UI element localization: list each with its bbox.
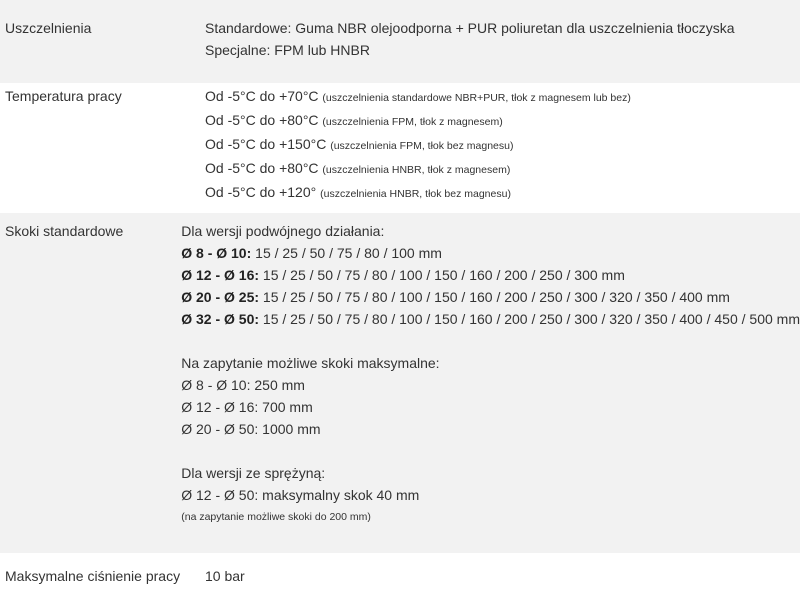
row-temperature [0, 83, 800, 213]
max-stroke-line: Ø 12 - Ø 16: 700 mm [181, 399, 313, 415]
double-acting-heading: Dla wersji podwójnego działania: [181, 223, 385, 239]
temperature-line: Od -5°C do +70°C (uszczelnienia standardowe NBR+PUR, tłok z magnesem lub bez) [205, 88, 631, 104]
strokes-value [181, 220, 800, 553]
seals-standard: Standardowe: Guma NBR olejoodporna + PUR poliuretan dla uszczelnienia tłoczyska [205, 20, 735, 36]
seals-special: Specjalne: FPM lub HNBR [205, 42, 370, 58]
seals-label: Uszczelnienia [5, 20, 92, 36]
max-stroke-line: Ø 20 - Ø 50: 1000 mm [181, 421, 321, 437]
row-seals [0, 0, 800, 83]
seals-value [205, 17, 800, 83]
row-pressure [0, 553, 800, 587]
stroke-line: Ø 32 - Ø 50: 15 / 25 / 50 / 75 / 80 / 100 / 150 / 160 / 200 / 250 / 300 / 320 / 350 / 400 / 450 / 500 mm [181, 311, 800, 327]
temperature-line: Od -5°C do +80°C (uszczelnienia HNBR, tłok z magnesem) [205, 160, 511, 176]
temperature-line: Od -5°C do +120° (uszczelnienia HNBR, tłok bez magnesu) [205, 184, 511, 200]
spring-note: (na zapytanie możliwe skoki do 200 mm) [181, 511, 371, 523]
temperature-value [205, 85, 800, 213]
temperature-line: Od -5°C do +150°C (uszczelnienia FPM, tłok bez magnesu) [205, 136, 514, 152]
stroke-line: Ø 8 - Ø 10: 15 / 25 / 50 / 75 / 80 / 100 mm [181, 245, 442, 261]
stroke-line: Ø 20 - Ø 25: 15 / 25 / 50 / 75 / 80 / 100 / 150 / 160 / 200 / 250 / 300 / 320 / 350 / 400 mm [181, 289, 730, 305]
row-strokes [0, 213, 800, 553]
strokes-label: Skoki standardowe [5, 223, 124, 239]
pressure-value: 10 bar [205, 568, 245, 584]
spring-line: Ø 12 - Ø 50: maksymalny skok 40 mm [181, 487, 420, 503]
temperature-line: Od -5°C do +80°C (uszczelnienia FPM, tłok z magnesem) [205, 112, 503, 128]
max-stroke-heading: Na zapytanie możliwe skoki maksymalne: [181, 355, 440, 371]
stroke-line: Ø 12 - Ø 16: 15 / 25 / 50 / 75 / 80 / 100 / 150 / 160 / 200 / 250 / 300 mm [181, 267, 625, 283]
temperature-label: Temperatura pracy [5, 88, 122, 104]
max-stroke-line: Ø 8 - Ø 10: 250 mm [181, 377, 305, 393]
pressure-label: Maksymalne ciśnienie pracy [5, 568, 181, 584]
spring-heading: Dla wersji ze sprężyną: [181, 465, 326, 481]
